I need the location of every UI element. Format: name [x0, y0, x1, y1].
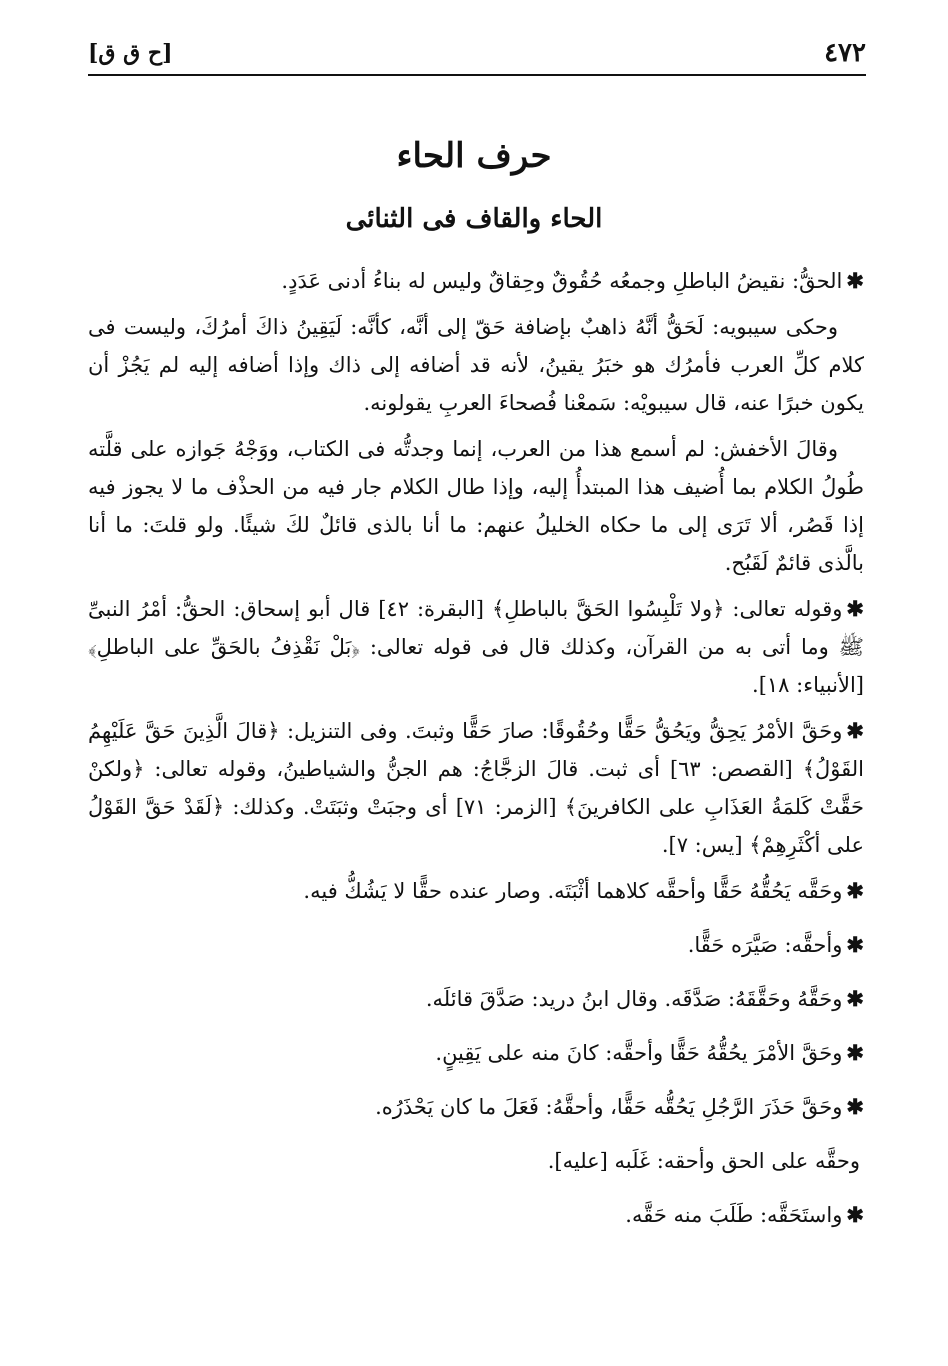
paragraph-text: وقالَ الأخفش: لم أسمع هذا من العرب، إنما وجدتُّه فى الكتاب، ووَجْهُ جَوازه على قلَّته طُولُ الكلام بما أُضيف هذا المبتدأُ إليه، وإذا طال الكلام جار فيه من الحذْف ما لا يجوز فيه إذا قَصُر، ألا تَرَى إلى ما حكاه الخليلُ عنهم: ما أنا بالذى قائلٌ لكَ شيئًا. ولو قلتَ: ما أنا بالَّذى قائمٌ لَقَبُح. [88, 437, 864, 575]
paragraph-text: وأحقَّه: صَيَّرَه حَقًّا. [687, 933, 843, 957]
paragraph-text: وحَقَّ الأمْرُ يَحِقُّ ويَحُقُّ حَقًّا وحُقُوقًا: صارَ حَقًّا وثبتَ. وفى التنزيل: ﴿قالَ الَّذِينَ حَقَّ عَلَيْهِمُ القَوْلُ﴾ [القصص: ٦٣] أى ثبت. قالَ الزجَّاجُ: هم الجنُّ والشياطينُ، وقوله تعالى: ﴿ولكنْ حَقَّتْ كَلمَةُ العَذَابِ على الكافرينَ﴾ [الزمر: ٧١] أى وجبَتْ وثبَتَتْ. وكذلك: ﴿لَقَدْ حَقَّ القَوْلُ على أكْثَرِهِمْ﴾ [يس: ٧]. [88, 719, 865, 857]
paragraph-text: وحَقَّه يَحُقُّهُ حَقًّا وأحقَّه كلاهما أثْبَتَه. وصار عنده حقًّا لا يَشُكُّ فيه. [303, 879, 843, 903]
entry-bullet: ✱ [846, 1202, 864, 1227]
entry-bullet: ✱ [846, 986, 864, 1011]
paragraph-text: وحَقَّ الأمْرَ يحُقُّهُ حَقًّا وأحقَّه: كانَ منه على يَقِينٍ. [435, 1041, 843, 1065]
paragraph [88, 926, 864, 964]
entry-bullet: ✱ [846, 878, 864, 903]
page-header [88, 38, 866, 76]
entry-bullet: ✱ [846, 718, 864, 743]
body-text [88, 262, 864, 1250]
paragraph-text: الحقُّ: نقيضُ الباطلِ وجمعُه حُقُوقٌ وحِقاقٌ وليس له بناءُ أدنى عَدَدٍ. [281, 269, 843, 293]
section-title: الحاء والقاف فى الثنائى [345, 204, 603, 234]
paragraph-text: وحكى سيبويه: لَحَقُّ أنَّهُ ذاهبٌ بإضافة حَقّ إلى أنَّه، كأنَّه: لَيَقِينُ ذاكَ أمرُكَ، وليست فى كلام كلِّ العرب فأمرُك هو خبَرُ يقينُ، لأنه قد أضافه إلى ذاك وإذا أضافه إليه لم يَجُزْ أن يكون خبرًا عنه، قال سيبويْه: سَمعْنا فُصحاءَ العربِ يقولونه. [88, 315, 864, 415]
paragraph [88, 1142, 864, 1180]
entry-bullet: ✱ [846, 596, 865, 621]
entry-bullet: ✱ [846, 932, 864, 957]
chapter-title: حرف الحاء [396, 136, 552, 176]
paragraph-text: واستَحَقَّه: طَلَبَ منه حَقَّه. [625, 1203, 843, 1227]
page-number: ٤٧٢ [824, 38, 866, 68]
paragraph-text: وقوله تعالى: ﴿ولا تَلْبِسُوا الحَقَّ بالباطلِ﴾ [البقرة: ٤٢] قال أبو إسحاق: الحقُّ: أمْرُ النبىِّ ﷺ وما أتى به من القرآن، وكذلك قال فى قوله تعالى: ﴿بَلْ نَقْذِفُ بالحَقِّ على الباطلِ﴾ [الأنبياء: ١٨]. [88, 597, 864, 697]
paragraph [88, 1196, 864, 1234]
paragraph [88, 430, 864, 582]
paragraph [88, 308, 864, 422]
entry-bullet: ✱ [846, 268, 864, 293]
paragraph [88, 590, 864, 704]
paragraph-text: وحقَّه على الحق وأحقه: غَلَبه [عليه]. [547, 1149, 860, 1173]
paragraph [88, 262, 864, 300]
paragraph [88, 872, 864, 910]
paragraph [88, 980, 864, 1018]
root-label: [ح ق ق] [88, 40, 173, 66]
paragraph [88, 1088, 864, 1126]
paragraph [88, 712, 864, 864]
paragraph-text: وحَقَّهُ وحَقَّقَهُ: صَدَّقَه. وقال ابنُ دريد: صَدَّقَ قائلَه. [425, 987, 843, 1011]
paragraph-text: وحَقَّ حَذَرَ الرَّجُلِ يَحُقُّه حَقًّا، وأحقَّهُ: فَعَلَ ما كان يَحْذَرُه. [375, 1095, 843, 1119]
paragraph [88, 1034, 864, 1072]
entry-bullet: ✱ [846, 1094, 864, 1119]
entry-bullet: ✱ [846, 1040, 864, 1065]
